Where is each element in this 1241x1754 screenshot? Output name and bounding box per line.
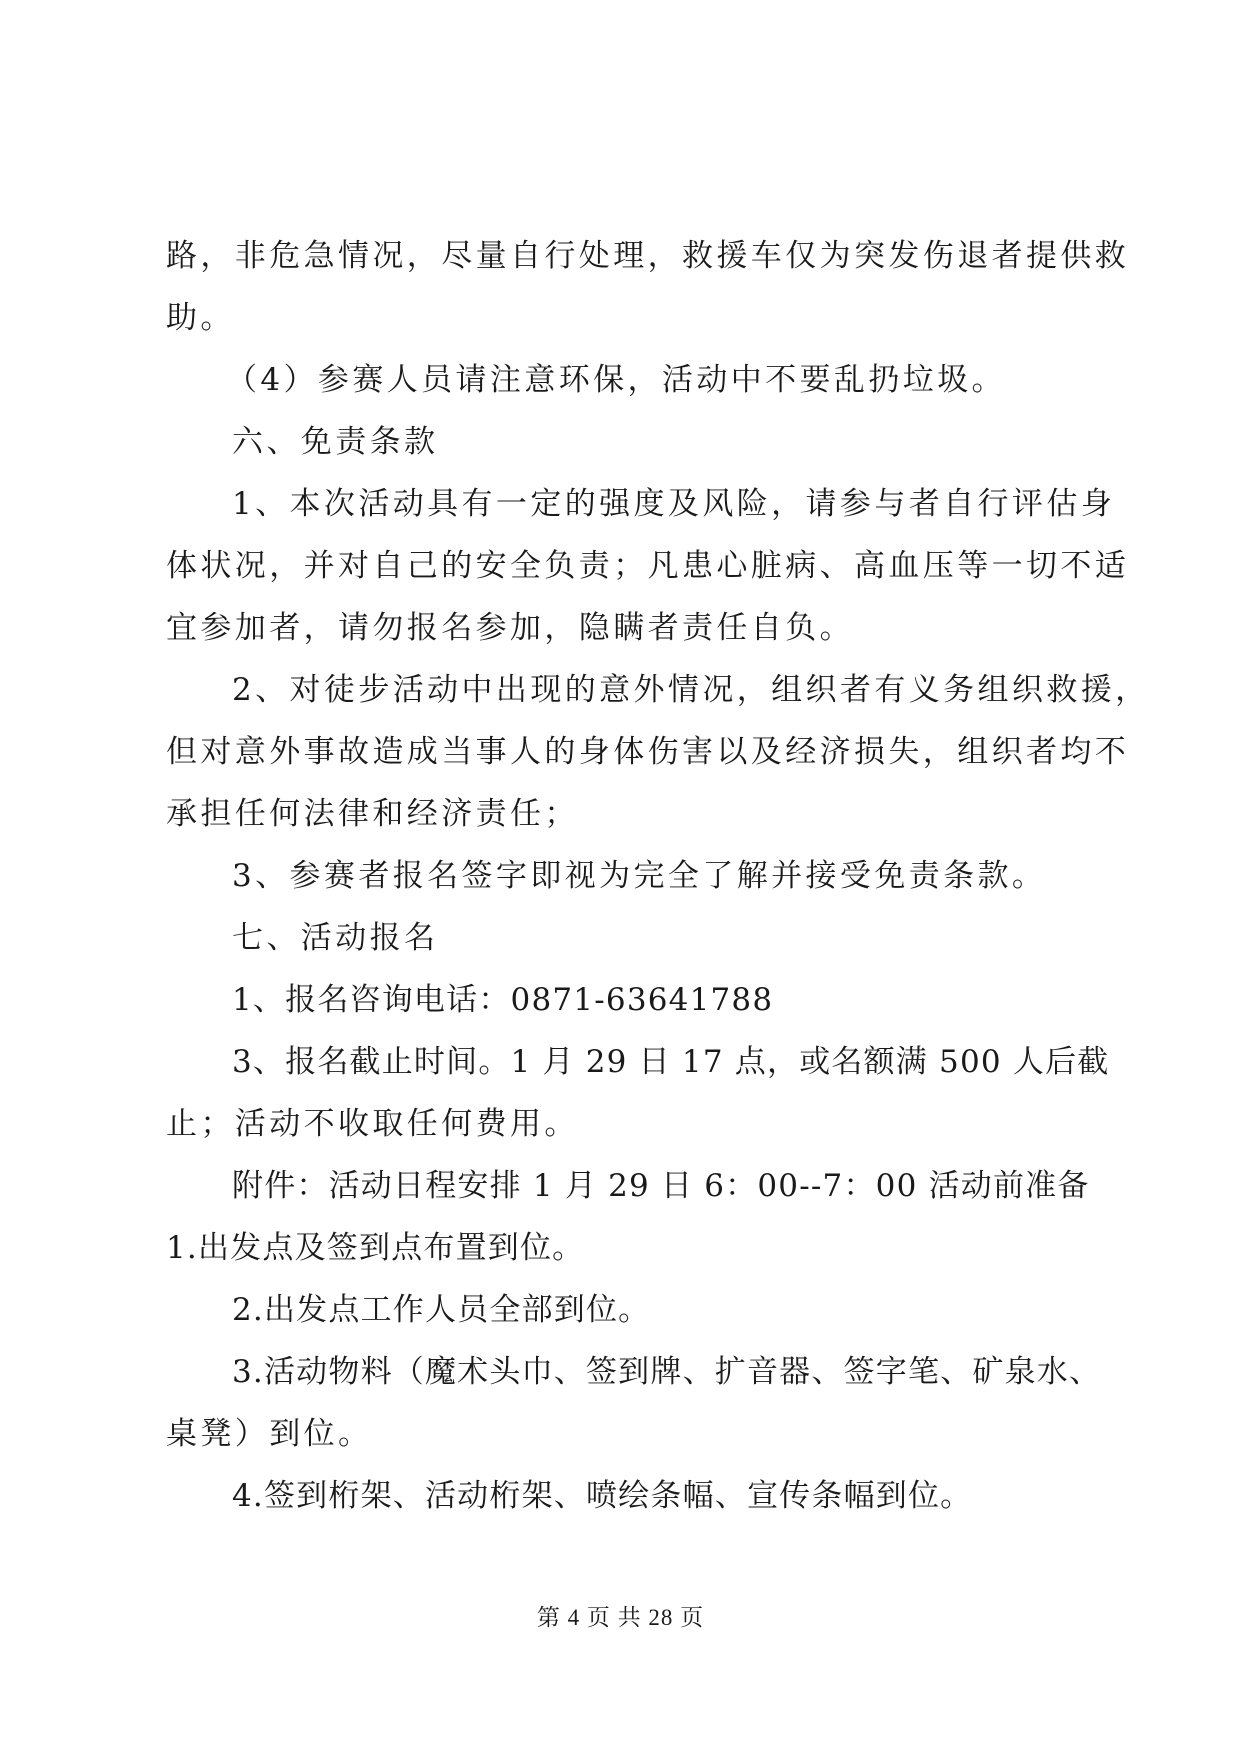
body-line: 3.活动物料（魔术头巾、签到牌、扩音器、签字笔、矿泉水、 [232,1354,1102,1390]
body-line: 止；活动不收取任何费用。 [166,1106,579,1142]
section-heading: 六、免责条款 [232,424,439,460]
body-line: 桌凳）到位。 [166,1416,373,1452]
body-line: 1.出发点及签到点布置到位。 [166,1230,585,1266]
body-line: 宜参加者，请勿报名参加，隐瞒者责任自负。 [166,610,854,646]
page-number-footer: 第 4 页 共 28 页 [536,1605,705,1630]
body-line: 1、报名咨询电话：0871-63641788 [232,982,774,1018]
body-line: 体状况，并对自己的安全负责；凡患心脏病、高血压等一切不适 [166,548,1130,584]
body-line: 1、本次活动具有一定的强度及风险，请参与者自行评估身 [232,486,1116,522]
body-line: 4.签到桁架、活动桁架、喷绘条幅、宣传条幅到位。 [232,1478,973,1514]
body-line: 附件：活动日程安排 1 月 29 日 6：00--7：00 活动前准备 [232,1168,1090,1204]
body-line: 路，非危急情况，尽量自行处理，救援车仅为突发伤退者提供救 [166,238,1130,274]
body-line: 3、报名截止时间。1 月 29 日 17 点，或名额满 500 人后截 [232,1044,1110,1080]
body-line: 但对意外事故造成当事人的身体伤害以及经济损失，组织者均不 [166,734,1130,770]
body-line: 3、参赛者报名签字即视为完全了解并接受免责条款。 [232,858,1047,894]
body-line: 承担任何法律和经济责任； [166,796,579,832]
body-line: 2、对徒步活动中出现的意外情况，组织者有义务组织救援， [232,672,1150,708]
body-line: 助。 [166,300,235,336]
body-line: 2.出发点工作人员全部到位。 [232,1292,651,1328]
section-heading: 七、活动报名 [232,920,439,956]
body-line: （4）参赛人员请注意环保，活动中不要乱扔垃圾。 [226,362,1006,398]
